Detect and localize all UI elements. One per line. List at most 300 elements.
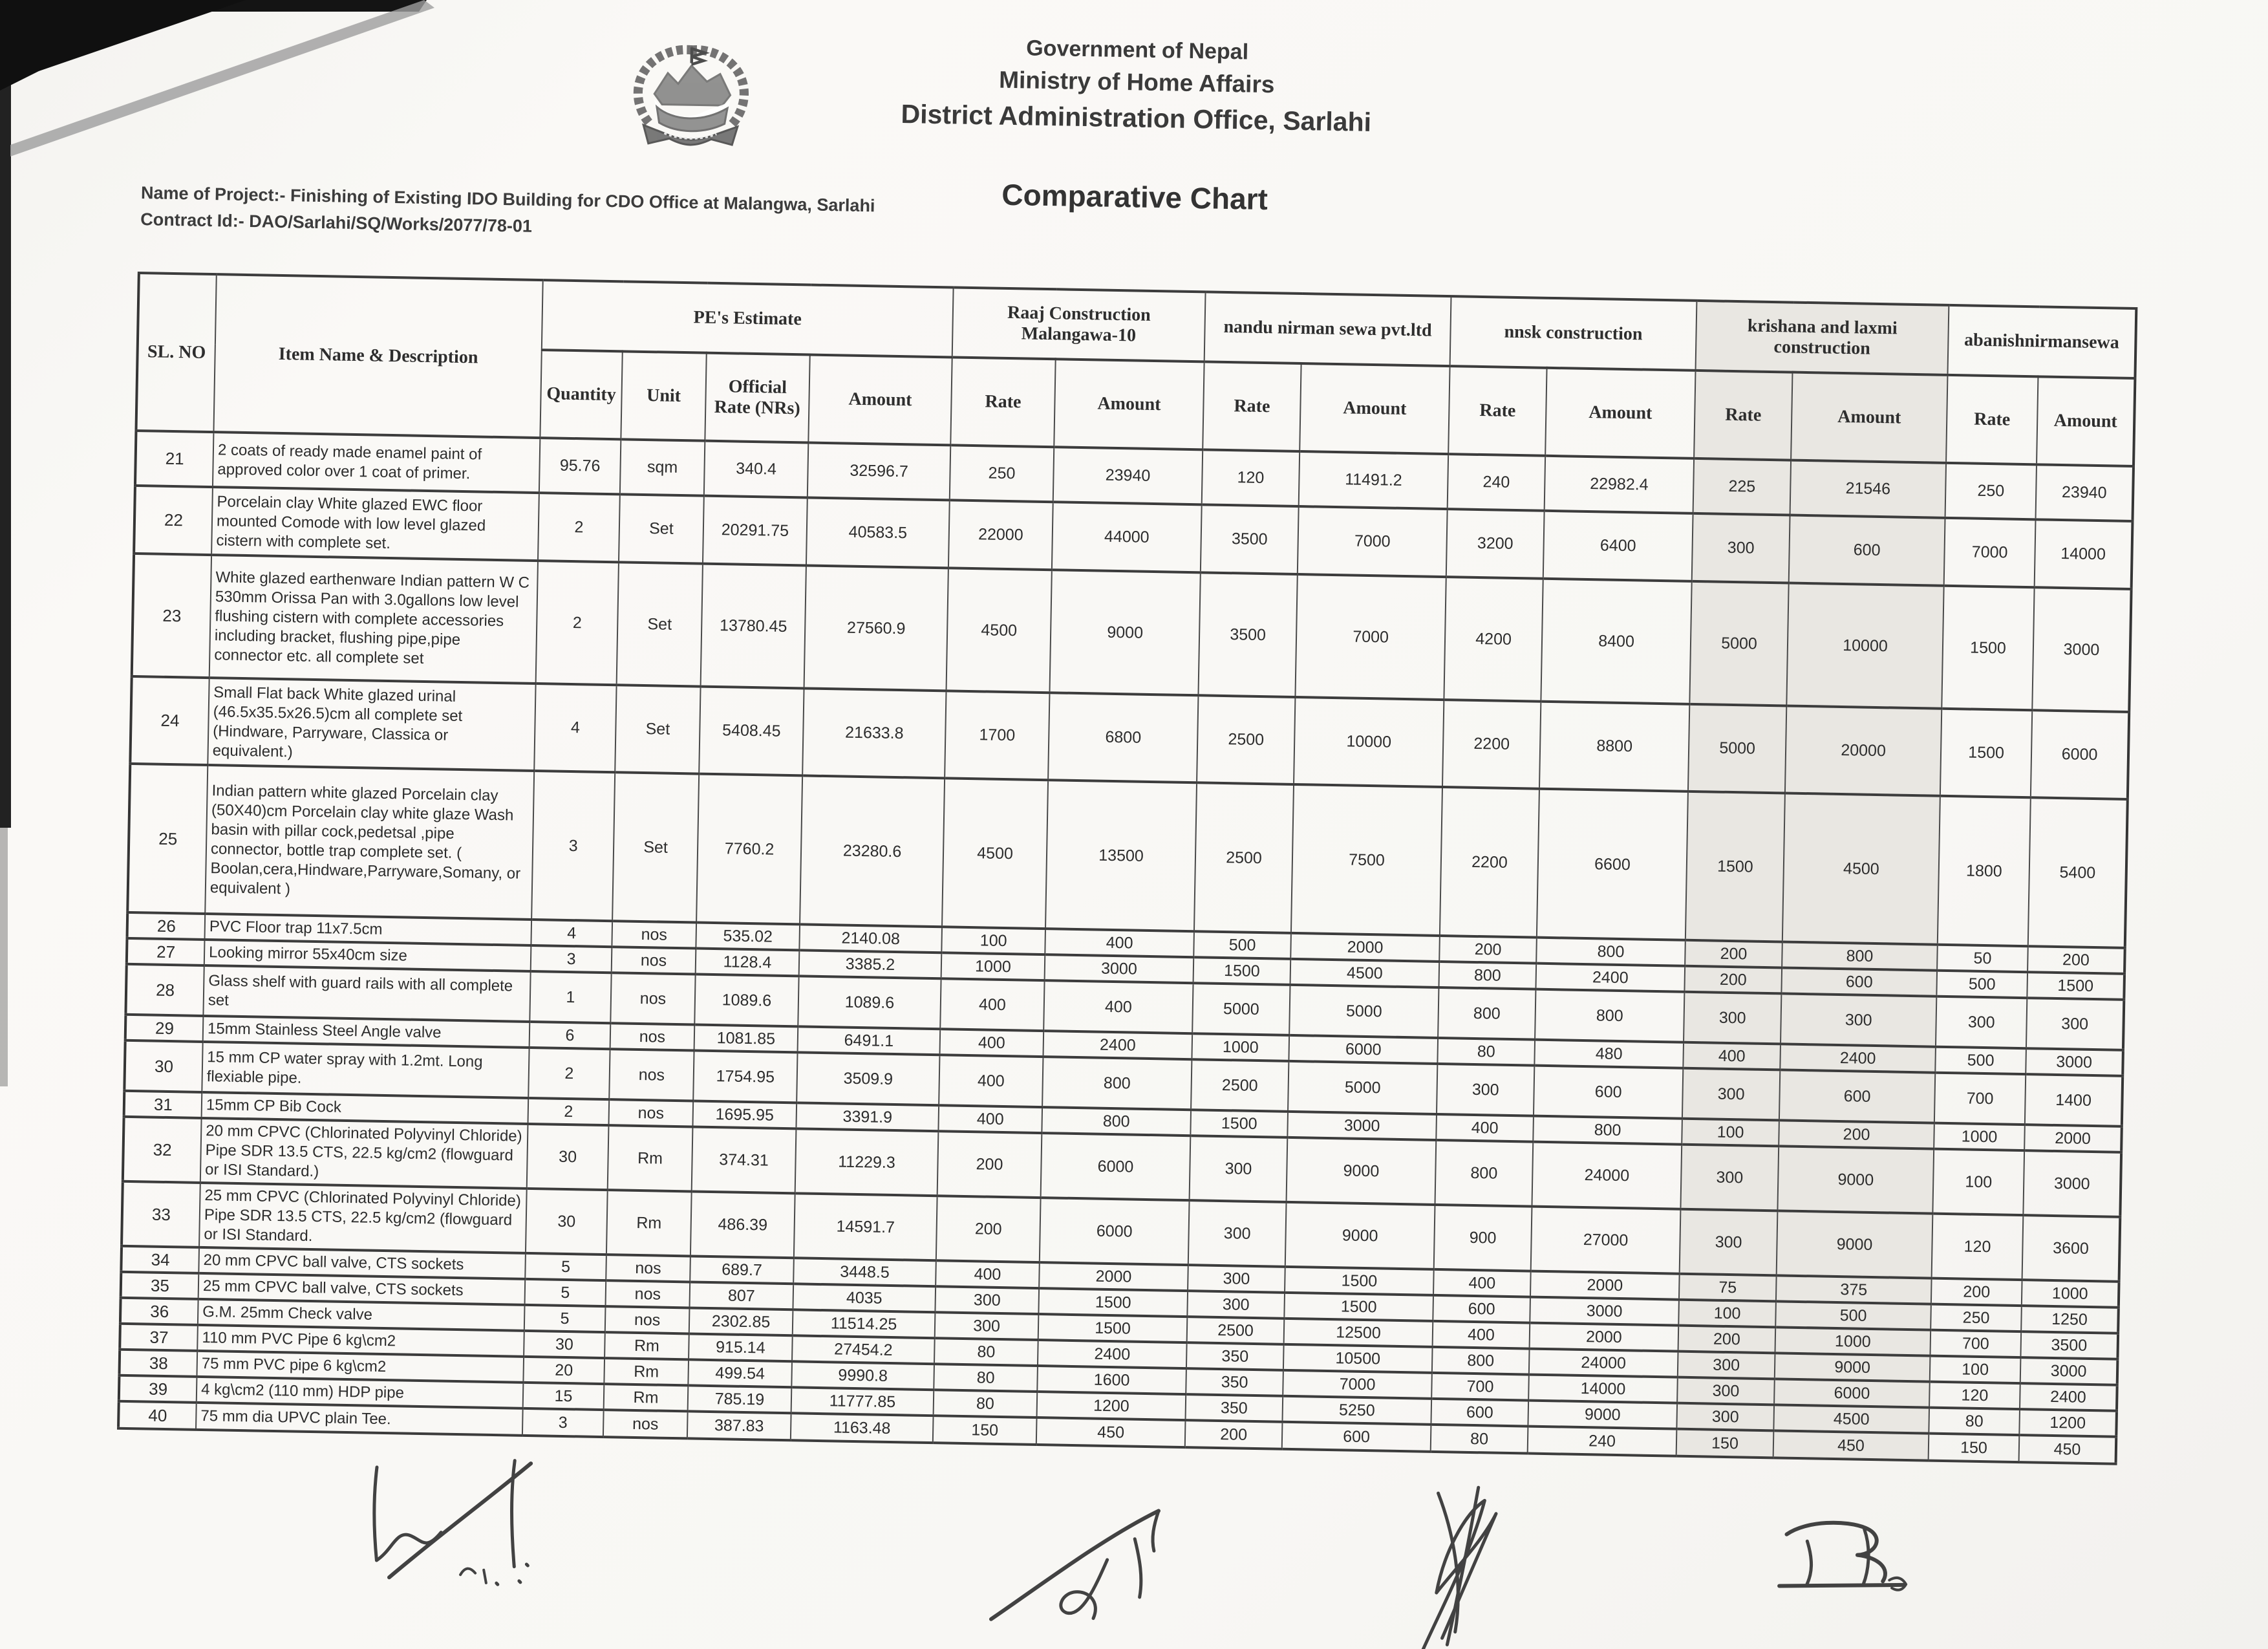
cell-raaj-rate: 1000 — [941, 953, 1045, 980]
cell-quantity: 95.76 — [539, 438, 621, 494]
cell-nnsk-amount: 2400 — [1535, 964, 1685, 992]
cell-abanish-amount: 3000 — [2020, 1357, 2118, 1385]
cell-unit: nos — [610, 1023, 695, 1050]
cell-abanish-amount: 3000 — [2023, 1150, 2121, 1217]
header-abanish-rate: Rate — [1946, 375, 2038, 464]
cell-quantity: 5 — [525, 1279, 606, 1306]
cell-raaj-amount: 44000 — [1052, 502, 1202, 572]
cell-nnsk-amount: 22982.4 — [1545, 456, 1694, 513]
cell-pe-amount: 21633.8 — [802, 688, 946, 778]
cell-nandu-rate: 2500 — [1191, 1059, 1289, 1112]
cell-raaj-rate: 250 — [950, 445, 1054, 502]
cell-sl-no: 23 — [132, 554, 211, 678]
cell-pe-amount: 11514.25 — [793, 1310, 936, 1338]
cell-nandu-amount: 10500 — [1283, 1344, 1433, 1373]
cell-krishana-rate: 200 — [1678, 1326, 1776, 1353]
cell-nnsk-rate: 800 — [1432, 1347, 1530, 1375]
cell-unit: sqm — [620, 439, 705, 495]
cell-raaj-amount: 6000 — [1040, 1198, 1190, 1265]
cell-unit: nos — [612, 947, 696, 974]
cell-quantity: 20 — [523, 1357, 604, 1384]
cell-raaj-rate: 400 — [938, 1105, 1042, 1133]
cell-official-rate: 1128.4 — [696, 949, 800, 976]
cell-raaj-rate: 1700 — [945, 691, 1049, 780]
cell-unit: Rm — [604, 1332, 689, 1359]
cell-nnsk-amount: 27000 — [1531, 1207, 1681, 1274]
cell-official-rate: 20291.75 — [703, 496, 808, 566]
header-unit: Unit — [621, 351, 706, 440]
cell-raaj-rate: 300 — [935, 1312, 1039, 1340]
cell-nandu-rate: 300 — [1188, 1265, 1285, 1293]
cell-nnsk-rate: 800 — [1439, 962, 1537, 989]
cell-description: 2 coats of ready made enamel paint of approved color over 1 coat of primer. — [213, 432, 540, 493]
cell-krishana-rate: 300 — [1684, 992, 1781, 1044]
cell-quantity: 2 — [528, 1048, 610, 1099]
header-group-nandu-nirman-sewa: nandu nirman sewa pvt.ltd — [1204, 292, 1451, 366]
cell-pe-amount: 4035 — [793, 1284, 936, 1312]
cell-raaj-rate: 150 — [933, 1416, 1037, 1445]
cell-unit: Set — [615, 685, 700, 773]
cell-sl-no: 37 — [120, 1324, 198, 1351]
cell-sl-no: 40 — [118, 1401, 197, 1430]
cell-krishana-amount: 600 — [1779, 1070, 1935, 1123]
cell-quantity: 30 — [527, 1124, 609, 1190]
cell-abanish-amount: 3000 — [2032, 587, 2131, 712]
cell-abanish-amount: 3000 — [2026, 1048, 2123, 1076]
cell-nandu-rate: 350 — [1186, 1342, 1284, 1370]
header-official-rate: Official Rate (NRs) — [705, 353, 809, 443]
header-group-pe-estimate: PE's Estimate — [542, 280, 954, 357]
cell-abanish-rate: 250 — [1945, 463, 2037, 519]
cell-abanish-amount: 23940 — [2036, 464, 2134, 521]
cell-description: Glass shelf with guard rails with all complete set — [203, 965, 530, 1022]
cell-raaj-rate: 100 — [941, 927, 1045, 954]
cell-unit: Set — [619, 494, 704, 563]
cell-krishana-amount: 9000 — [1777, 1211, 1933, 1278]
cell-abanish-rate: 100 — [1930, 1356, 2021, 1383]
cell-quantity: 5 — [524, 1305, 606, 1332]
cell-krishana-amount: 800 — [1782, 942, 1938, 970]
cell-sl-no: 36 — [120, 1298, 198, 1325]
cell-pe-amount: 3448.5 — [793, 1258, 936, 1286]
cell-abanish-amount: 14000 — [2035, 519, 2133, 589]
cell-abanish-amount: 1500 — [2027, 972, 2124, 1000]
cell-unit: nos — [612, 921, 696, 948]
header-abanish-amount: Amount — [2037, 376, 2135, 466]
cell-nandu-amount: 7000 — [1283, 1370, 1432, 1399]
cell-raaj-amount: 450 — [1036, 1417, 1186, 1447]
cell-pe-amount: 40583.5 — [806, 497, 950, 568]
cell-nandu-rate: 3500 — [1198, 572, 1297, 697]
cell-sl-no: 29 — [125, 1015, 204, 1042]
cell-nnsk-rate: 200 — [1439, 936, 1537, 964]
cell-pe-amount: 32596.7 — [808, 442, 951, 500]
cell-nandu-rate: 120 — [1202, 449, 1300, 506]
header-group-nnsk-construction: nnsk construction — [1450, 296, 1697, 371]
cell-unit: nos — [609, 1049, 694, 1101]
cell-nandu-amount: 1500 — [1284, 1293, 1433, 1321]
cell-raaj-rate: 80 — [934, 1390, 1038, 1417]
cell-krishana-amount: 6000 — [1774, 1379, 1930, 1407]
cell-official-rate: 374.31 — [692, 1126, 797, 1193]
cell-description: 110 mm PVC Pipe 6 kg\cm2 — [197, 1325, 524, 1357]
cell-official-rate: 387.83 — [687, 1411, 791, 1440]
cell-nandu-amount: 5250 — [1283, 1396, 1432, 1425]
cell-sl-no: 30 — [124, 1040, 202, 1092]
mountains-icon — [654, 65, 731, 106]
cell-raaj-amount: 1500 — [1038, 1314, 1188, 1342]
cell-abanish-rate: 700 — [1934, 1073, 2026, 1125]
cell-nnsk-amount: 6600 — [1537, 789, 1688, 940]
cell-raaj-rate: 80 — [934, 1338, 1038, 1366]
cell-krishana-amount: 10000 — [1786, 583, 1943, 709]
cell-raaj-rate: 400 — [939, 1055, 1043, 1107]
cell-pe-amount: 27560.9 — [804, 565, 948, 691]
cell-pe-amount: 1089.6 — [798, 976, 941, 1029]
table-body — [118, 431, 2134, 1464]
cell-abanish-amount: 2000 — [2024, 1125, 2122, 1152]
cell-krishana-amount: 2400 — [1780, 1044, 1936, 1072]
cell-abanish-amount: 1000 — [2022, 1280, 2119, 1308]
cell-description: 75 mm dia UPVC plain Tee. — [196, 1403, 523, 1436]
cell-raaj-rate: 22000 — [948, 500, 1053, 570]
cell-nandu-amount: 5000 — [1288, 1061, 1437, 1114]
cell-abanish-rate: 500 — [1935, 1047, 2026, 1074]
cell-abanish-amount: 450 — [2019, 1435, 2117, 1464]
cell-nnsk-rate: 600 — [1433, 1295, 1530, 1323]
cell-unit: Set — [617, 562, 703, 686]
cell-krishana-rate: 200 — [1684, 966, 1782, 994]
cell-nandu-rate: 350 — [1186, 1368, 1283, 1396]
cell-nandu-amount: 11491.2 — [1299, 451, 1448, 509]
header-group-krishana-laxmi: krishana and laxmi construction — [1696, 301, 1949, 375]
cell-pe-amount: 3509.9 — [797, 1052, 939, 1105]
cell-abanish-rate: 200 — [1931, 1278, 2022, 1306]
cell-sl-no: 22 — [134, 486, 213, 555]
cell-description: 25 mm CPVC (Chlorinated Polyvinyl Chloride) Pipe SDR 13.5 CTS, 22.5 kg/cm2 (flowguard or ISI Standard. — [199, 1183, 527, 1253]
cell-raaj-amount: 6000 — [1041, 1133, 1191, 1200]
cell-abanish-amount: 3500 — [2020, 1331, 2118, 1359]
cell-krishana-rate: 300 — [1682, 1068, 1780, 1121]
cell-official-rate: 13780.45 — [701, 564, 806, 689]
cell-nnsk-amount: 800 — [1536, 938, 1685, 966]
org-line-2: Ministry of Home Affairs — [998, 66, 1275, 98]
cell-description: PVC Floor trap 11x7.5cm — [204, 914, 531, 945]
cell-description: 15mm CP Bib Cock — [202, 1092, 529, 1124]
cell-quantity: 15 — [523, 1383, 604, 1410]
cell-nandu-amount: 2000 — [1290, 933, 1440, 962]
cell-raaj-amount: 800 — [1042, 1057, 1192, 1110]
cell-krishana-amount: 20000 — [1785, 706, 1942, 795]
cell-unit: Rm — [608, 1125, 693, 1191]
cell-krishana-rate: 100 — [1682, 1119, 1779, 1147]
cell-nandu-amount: 4500 — [1290, 959, 1440, 987]
cell-nnsk-amount: 600 — [1534, 1066, 1683, 1119]
header-nnsk-amount: Amount — [1545, 368, 1695, 458]
comparative-chart-table — [117, 272, 2137, 1465]
cell-nnsk-rate: 400 — [1433, 1269, 1531, 1297]
cell-official-rate: 535.02 — [696, 923, 800, 951]
cell-unit: nos — [610, 973, 695, 1024]
cell-nnsk-rate: 2200 — [1442, 700, 1541, 789]
cell-raaj-amount: 1500 — [1038, 1288, 1188, 1317]
cell-sl-no: 31 — [124, 1091, 202, 1118]
cell-unit: Set — [612, 772, 699, 922]
cell-abanish-rate: 7000 — [1944, 518, 2036, 587]
signature-4-icon — [1766, 1507, 1923, 1606]
cell-abanish-amount: 1200 — [2019, 1409, 2117, 1437]
cell-description: 20 mm CPVC ball valve, CTS sockets — [198, 1247, 526, 1279]
cell-krishana-amount: 300 — [1781, 993, 1936, 1046]
cell-krishana-rate: 75 — [1679, 1274, 1777, 1302]
cell-quantity: 3 — [531, 771, 615, 921]
cell-pe-amount: 11777.85 — [791, 1387, 934, 1416]
cell-nnsk-amount: 24000 — [1529, 1349, 1678, 1377]
cell-nnsk-rate: 900 — [1434, 1205, 1532, 1271]
cell-sl-no: 34 — [121, 1246, 199, 1273]
cell-raaj-amount: 1600 — [1037, 1366, 1186, 1394]
cell-abanish-rate: 500 — [1936, 971, 2027, 998]
cell-quantity: 30 — [524, 1331, 605, 1358]
cell-unit: nos — [603, 1410, 688, 1438]
cell-nnsk-rate: 300 — [1437, 1064, 1534, 1116]
cell-quantity: 5 — [525, 1253, 606, 1280]
cell-official-rate: 1089.6 — [694, 975, 798, 1027]
cell-abanish-rate: 1800 — [1938, 796, 2031, 946]
cell-abanish-amount: 2400 — [2020, 1383, 2117, 1411]
cell-quantity: 3 — [531, 945, 612, 973]
cell-nnsk-amount: 3000 — [1530, 1297, 1679, 1326]
cell-pe-amount: 6491.1 — [798, 1026, 941, 1055]
cell-description: 25 mm CPVC ball valve, CTS sockets — [198, 1273, 526, 1305]
cell-quantity: 2 — [528, 1098, 609, 1125]
cell-krishana-rate: 300 — [1677, 1377, 1775, 1405]
cell-nandu-amount: 5000 — [1289, 985, 1439, 1038]
cell-unit: nos — [608, 1099, 693, 1126]
cell-nnsk-rate: 600 — [1431, 1399, 1528, 1427]
cell-sl-no: 28 — [125, 964, 204, 1016]
cell-sl-no: 27 — [127, 938, 205, 965]
cell-abanish-amount: 3600 — [2022, 1215, 2121, 1282]
cell-pe-amount: 2140.08 — [799, 924, 942, 953]
cell-abanish-rate: 300 — [1936, 997, 2027, 1048]
header-quantity: Quantity — [540, 350, 622, 439]
cell-nandu-rate: 300 — [1187, 1291, 1285, 1319]
org-name-block — [780, 28, 1493, 144]
cell-abanish-rate: 120 — [1932, 1214, 2024, 1280]
cell-raaj-rate: 200 — [936, 1196, 1041, 1262]
header-krishana-amount: Amount — [1791, 372, 1947, 463]
cell-official-rate: 1695.95 — [692, 1101, 797, 1128]
cell-nandu-amount: 600 — [1282, 1422, 1431, 1452]
cell-abanish-rate: 1500 — [1942, 586, 2034, 710]
cell-raaj-amount: 2400 — [1043, 1031, 1193, 1059]
cell-nnsk-rate: 400 — [1433, 1321, 1530, 1349]
cell-abanish-rate: 150 — [1929, 1434, 2020, 1462]
cell-nnsk-amount: 24000 — [1532, 1142, 1682, 1209]
cell-quantity: 30 — [526, 1189, 608, 1255]
cell-sl-no: 38 — [119, 1350, 197, 1377]
cell-quantity: 4 — [534, 684, 616, 772]
cell-nnsk-amount: 2000 — [1530, 1271, 1680, 1300]
cell-pe-amount: 3385.2 — [799, 950, 942, 978]
header-nandu-amount: Amount — [1300, 363, 1450, 454]
cell-nandu-rate: 1500 — [1190, 1110, 1288, 1137]
cell-nnsk-rate: 700 — [1431, 1373, 1529, 1401]
cell-krishana-amount: 450 — [1773, 1430, 1929, 1460]
cell-sl-no: 21 — [135, 431, 213, 487]
cell-quantity: 2 — [536, 561, 619, 685]
cell-description: 15 mm CP water spray with 1.2mt. Long flexiable pipe. — [202, 1042, 529, 1098]
cell-krishana-amount: 600 — [1789, 515, 1945, 586]
cell-nandu-rate: 300 — [1190, 1136, 1288, 1202]
cell-raaj-amount: 400 — [1043, 980, 1193, 1033]
cell-abanish-amount: 1250 — [2021, 1306, 2119, 1333]
cell-pe-amount: 14591.7 — [794, 1193, 937, 1260]
header-item-description: Item Name & Description — [213, 274, 542, 438]
cell-krishana-amount: 375 — [1776, 1275, 1932, 1304]
cell-nnsk-amount: 800 — [1533, 1116, 1682, 1145]
cell-raaj-amount: 400 — [1045, 929, 1194, 957]
cell-krishana-rate: 300 — [1680, 1209, 1778, 1276]
cell-official-rate: 785.19 — [688, 1385, 792, 1413]
cell-pe-amount: 3391.9 — [796, 1103, 939, 1131]
cell-krishana-amount: 21546 — [1790, 460, 1946, 518]
cell-nnsk-rate: 3200 — [1446, 509, 1545, 579]
nepal-coat-of-arms-emblem — [623, 41, 758, 158]
cell-nnsk-amount: 800 — [1535, 989, 1684, 1042]
cell-krishana-rate: 300 — [1692, 513, 1790, 583]
cell-nnsk-rate: 4200 — [1444, 577, 1543, 702]
cell-raaj-rate: 300 — [935, 1286, 1039, 1314]
cell-description: White glazed earthenware Indian pattern W C 530mm Orissa Pan with 3.0gallons low level flushing cistern with complete accessories including bracket, flushing pipe,pipe connector etc. all complete set — [209, 555, 538, 684]
cell-sl-no: 25 — [127, 764, 208, 914]
cell-pe-amount: 1163.48 — [791, 1413, 934, 1443]
cell-sl-no: 32 — [123, 1117, 202, 1183]
contract-id-line: Contract Id:- DAO/Sarlahi/SQ/Works/2077/78-01 — [140, 210, 533, 236]
project-name-line: Name of Project:- Finishing of Existing IDO Building for CDO Office at Malangwa, Sarlahi — [140, 183, 875, 216]
cell-krishana-amount: 1000 — [1775, 1327, 1931, 1355]
cell-krishana-amount: 9000 — [1775, 1353, 1931, 1381]
cell-raaj-amount: 1200 — [1037, 1392, 1186, 1420]
header-nnsk-rate: Rate — [1448, 366, 1546, 456]
cell-nnsk-amount: 240 — [1528, 1427, 1677, 1456]
cell-raaj-amount: 800 — [1042, 1107, 1191, 1136]
cell-nandu-rate: 350 — [1186, 1394, 1283, 1422]
cell-abanish-rate: 100 — [1932, 1149, 2024, 1215]
cell-nandu-rate: 2500 — [1197, 695, 1295, 784]
cell-nnsk-rate: 2200 — [1440, 787, 1539, 938]
cell-description: 4 kg\cm2 (110 mm) HDP pipe — [197, 1377, 524, 1408]
cell-abanish-amount: 6000 — [2031, 710, 2129, 799]
cell-nandu-rate: 3500 — [1201, 504, 1299, 574]
cell-abanish-rate: 80 — [1929, 1408, 2020, 1435]
cell-nnsk-rate: 800 — [1438, 987, 1535, 1040]
cell-abanish-rate: 1500 — [1940, 709, 2032, 797]
cell-krishana-rate: 300 — [1676, 1403, 1774, 1431]
cell-description: 75 mm PVC pipe 6 kg\cm2 — [197, 1351, 524, 1383]
signature-3-icon — [1396, 1474, 1516, 1649]
cell-raaj-rate: 400 — [936, 1260, 1040, 1288]
cell-nandu-rate: 1000 — [1192, 1033, 1289, 1061]
cell-abanish-amount: 300 — [2026, 998, 2124, 1050]
cell-nandu-rate: 2500 — [1187, 1317, 1285, 1344]
cell-description: Small Flat back White glazed urinal (46.5x35.5x26.5)cm all complete set (Hindware, Parryware, Classica or equivalent.) — [208, 678, 535, 771]
cell-pe-amount: 23280.6 — [800, 775, 945, 927]
cell-unit: nos — [605, 1280, 690, 1308]
cell-krishana-rate: 100 — [1678, 1300, 1776, 1328]
header-group-abanishnirmansewa: abanishnirmansewa — [1948, 305, 2137, 378]
cell-sl-no: 33 — [122, 1181, 200, 1247]
header-nandu-rate: Rate — [1203, 361, 1301, 451]
cell-raaj-rate: 200 — [937, 1131, 1042, 1198]
cell-nandu-rate: 200 — [1185, 1420, 1283, 1449]
header-raaj-rate: Rate — [950, 357, 1055, 447]
cell-abanish-rate: 250 — [1931, 1304, 2022, 1331]
cell-nandu-rate: 500 — [1193, 931, 1291, 959]
cell-nandu-amount: 9000 — [1287, 1137, 1437, 1205]
cell-official-rate: 340.4 — [704, 441, 808, 498]
cell-quantity: 1 — [530, 971, 611, 1023]
cell-nandu-amount: 1500 — [1285, 1267, 1434, 1295]
cell-abanish-rate: 120 — [1929, 1382, 2020, 1409]
cell-unit: Rm — [604, 1384, 689, 1411]
cell-official-rate: 2302.85 — [689, 1308, 793, 1335]
signature-1-icon — [363, 1453, 585, 1599]
cell-unit: nos — [605, 1306, 690, 1333]
cell-pe-amount: 27454.2 — [792, 1335, 935, 1364]
cell-raaj-amount: 23940 — [1053, 447, 1203, 504]
cell-raaj-amount: 13500 — [1045, 780, 1197, 931]
cell-nnsk-amount: 8400 — [1541, 579, 1691, 704]
cell-nnsk-amount: 14000 — [1528, 1375, 1678, 1403]
cell-official-rate: 499.54 — [688, 1359, 792, 1387]
cell-description: G.M. 25mm Check valve — [198, 1299, 525, 1331]
document-title: Comparative Chart — [1001, 177, 1268, 217]
cell-official-rate: 1754.95 — [693, 1050, 797, 1103]
cell-abanish-rate: 700 — [1931, 1330, 2022, 1357]
cell-description: Porcelain clay White glazed EWC floor mounted Comode with low level glazed cistern with complete set. — [211, 487, 539, 561]
cell-nandu-rate: 2500 — [1194, 782, 1294, 933]
cell-nandu-amount: 7500 — [1291, 784, 1442, 936]
cell-description: 15mm Stainless Steel Angle valve — [203, 1016, 530, 1048]
cell-raaj-rate: 400 — [940, 1029, 1044, 1057]
cell-krishana-rate: 1500 — [1685, 792, 1785, 942]
cell-description: Looking mirror 55x40cm size — [204, 940, 531, 971]
cell-quantity: 6 — [530, 1022, 611, 1049]
cell-sl-no: 39 — [119, 1375, 197, 1403]
cell-official-rate: 807 — [689, 1282, 793, 1310]
cell-krishana-rate: 5000 — [1689, 581, 1788, 706]
cell-krishana-amount: 4500 — [1773, 1405, 1929, 1433]
cell-raaj-amount: 2400 — [1038, 1340, 1187, 1368]
cell-nandu-amount: 12500 — [1284, 1319, 1433, 1347]
header-pe-amount: Amount — [808, 355, 952, 446]
cell-krishana-rate: 400 — [1683, 1042, 1781, 1070]
cell-nnsk-amount: 2000 — [1530, 1323, 1679, 1352]
cell-krishana-amount: 4500 — [1782, 793, 1940, 944]
header-sl-no: SL. NO — [136, 273, 216, 432]
cell-official-rate: 689.7 — [690, 1256, 794, 1284]
cell-official-rate: 5408.45 — [699, 687, 804, 776]
cell-sl-no: 24 — [130, 676, 209, 765]
cell-nnsk-amount: 8800 — [1539, 702, 1689, 792]
cell-official-rate: 486.39 — [690, 1191, 795, 1258]
cell-nandu-amount: 9000 — [1285, 1202, 1435, 1269]
cell-abanish-amount: 5400 — [2028, 797, 2128, 948]
cell-unit: Rm — [606, 1190, 692, 1256]
cell-unit: nos — [606, 1255, 690, 1282]
